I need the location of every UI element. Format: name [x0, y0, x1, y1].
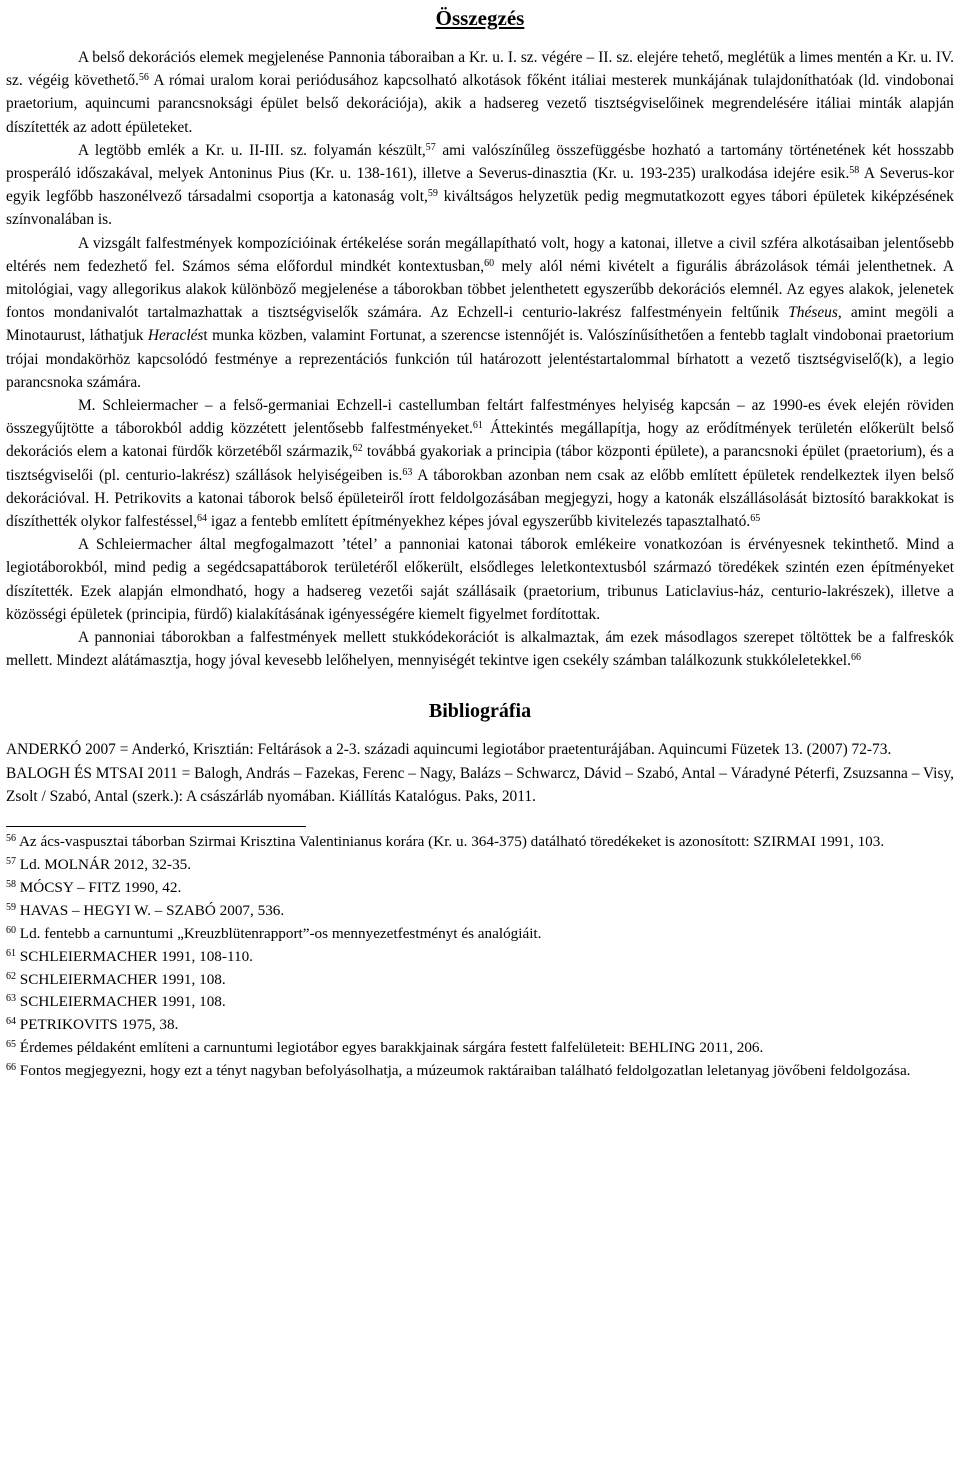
- footnote: [6, 900, 954, 923]
- footnote-ref[interactable]: 64: [197, 513, 208, 525]
- footnote-text: Ld. fentebb a carnuntumi „Kreuzblütenrapport”-os mennyezetfestményt és analógiáit.: [16, 924, 542, 942]
- footnote-divider: [6, 826, 306, 827]
- footnote-ref[interactable]: 58: [849, 165, 860, 177]
- text-segment: igaz a fentebb említett építményekhez képes jóval egyszerűbb kivitelezés tapasztalható.: [207, 513, 751, 531]
- text-segment: A római uralom korai periódusához kapcsolható alkotások főként itáliai mesterek munkájának tulajdoníthatóak (ld. vindobonai praetorium, aquincumi parancsnoksági épület belső dekorációja), akik a hadsereg vezető tisztségviselőinek megrendelésére itáliai minták alapján díszítették az adott épületeket.: [6, 72, 954, 136]
- footnote-number: 62: [6, 970, 16, 982]
- footnote-text: SCHLEIERMACHER 1991, 108-110.: [16, 947, 253, 965]
- document-page: [6, 0, 954, 1083]
- italic-text: Théseus: [788, 304, 838, 322]
- footnote-text: SCHLEIERMACHER 1991, 108.: [16, 993, 226, 1011]
- footnote: [6, 1037, 954, 1060]
- footnote-ref[interactable]: 65: [750, 513, 761, 525]
- text-segment: A Severus-kor egyik legfőbb haszonélvező társadalmi csoportja a katonaság volt,: [6, 165, 954, 206]
- text-segment: t munka közben, valamint Fortunat, a szerencse istennőjét is. Valószínűsíthetően a fentebb taglalt vindobonai praetorium trójai mondakörhöz kapcsolódó festménye a reprezentációs funkción túl határozott jelentéstartalommal bírhatott a vezető tisztségviselő(k), a legio parancsnoka számára.: [6, 327, 955, 391]
- body-paragraph: [6, 232, 954, 394]
- text-segment: A Schleiermacher által megfogalmazott ’tétel’ a pannoniai katonai táborok emlékeire vonatkozóan is érvényesnek tekinthető. Mind a legiotáborokból, mind pedig a segédcsapattáborok területéről előkerült, elsődleges leletkontextusból származó töredékek szintén ezen építményeket díszítették. Ezek alapján elmondható, hogy a hadsereg vezetői saját szállásaik (praetorium, tribunus Laticlavius-ház, centurio-lakrészek), illetve a közösségi épületek (principia, fürdő) kialakításának igényességére kiemelt figyelmet fordítottak.: [6, 536, 954, 623]
- text-segment: A legtöbb emlék a Kr. u. II-III. sz. folyamán készült,: [78, 141, 426, 159]
- footnote-number: 58: [6, 878, 16, 890]
- footnote-number: 61: [6, 947, 16, 959]
- footnote: [6, 831, 954, 854]
- footnote-text: HAVAS – HEGYI W. – SZABÓ 2007, 536.: [16, 901, 285, 919]
- footnote-ref[interactable]: 60: [484, 257, 495, 269]
- footnote-number: 64: [6, 1016, 16, 1028]
- footnote-ref[interactable]: 57: [425, 141, 436, 153]
- footnote-ref[interactable]: 59: [427, 188, 438, 200]
- footnote: [6, 1014, 954, 1037]
- footnote-text: MÓCSY – FITZ 1990, 42.: [16, 878, 182, 896]
- footnote-text: SCHLEIERMACHER 1991, 108.: [16, 970, 226, 988]
- footnote-number: 66: [6, 1062, 16, 1074]
- body-paragraph: [6, 139, 954, 232]
- bibliography-entry: ANDERKÓ 2007 = Anderkó, Krisztián: Feltárások a 2-3. századi aquincumi legiotábor praetenturájában. Aquincumi Füzetek 13. (2007) 72-73.: [6, 741, 892, 759]
- body-paragraph: [6, 626, 954, 672]
- footnote-number: 56: [6, 833, 16, 845]
- footnote-number: 57: [6, 856, 16, 867]
- footnote-text: Fontos megjegyezni, hogy ezt a tényt nagyban befolyásolhatja, a múzeumok raktáraiban található feldolgozatlan leletanyag jövőbeni feldolgozása.: [16, 1062, 911, 1080]
- body-paragraph: [6, 46, 954, 139]
- footnote-text: Az ács-vaspusztai táborban Szirmai Krisztina Valentinianus korára (Kr. u. 364-375) datálható töredékeket is azonosított: SZIRMAI 1991, 103.: [16, 833, 885, 851]
- bibliography-title: Bibliográfia: [428, 700, 532, 723]
- text-segment: A vizsgált falfestmények kompozícióinak értékelése során megállapítható volt, hogy a katonai, illetve a civil szféra alkotásaiban jelentősebb eltérés nem fedezhető fel. Számos séma előfordul mindkét kontextusban,: [6, 234, 954, 275]
- footnote-text: Érdemes példaként említeni a carnuntumi legiotábor egyes barakkjainak sárgára festett falfelületeit: BEHLING 2011, 206.: [16, 1039, 764, 1057]
- footnote-ref[interactable]: 63: [402, 466, 413, 478]
- summary-body: [6, 46, 954, 672]
- text-segment: , amint megöli a Minotaurust, láthatjuk: [6, 304, 954, 345]
- footnote: [6, 877, 954, 900]
- footnote-ref[interactable]: 61: [472, 420, 483, 432]
- text-segment: M. Schleiermacher – a felső-germaniai Echzell-i castellumban feltárt falfestményes helyiség kapcsán – az 1990-es évek elején röviden összegyűjtötte a táborokból addig közzétett jelentősebb falfestményeket.: [6, 397, 954, 438]
- footnote-ref[interactable]: 62: [352, 443, 363, 455]
- text-segment: továbbá gyakoriak a principia (tábor központi épülete), a parancsnoki épület (praetorium), és a tisztségviselői (pl. centurio-lakrész) szállások helyiségeiben is.: [6, 443, 954, 484]
- footnote: [6, 969, 954, 992]
- text-segment: A belső dekorációs elemek megjelenése Pannonia táboraiban a Kr. u. I. sz. végére – II. sz. elejére tehető, meglétük a limes mentén a Kr. u. IV. sz. végéig követhető.: [6, 49, 954, 90]
- body-paragraph: [6, 533, 954, 626]
- text-segment: ami valószínűleg összefüggésbe hozható a tartomány történetének két hosszabb prosperáló időszakával, melyek Antoninus Pius (Kr. u. 138-161), illetve a Severus-dinasztia (Kr. u. 193-235) uralkodása idejére esik.: [6, 141, 955, 183]
- footnote-ref[interactable]: 66: [850, 652, 861, 664]
- footnote-number: 59: [6, 901, 16, 913]
- footnote: [6, 854, 954, 877]
- bibliography-entry: BALOGH ÉS MTSAI 2011 = Balogh, András – Fazekas, Ferenc – Nagy, Balázs – Schwarcz, Dávid – Szabó, Antal – Váradyné Péterfi, Zsuzsanna – Visy, Zsolt / Szabó, Antal (szerk.): A császárláb nyomában. Kiállítás Katalógus. Paks, 2011.: [6, 764, 954, 805]
- section-title: Összegzés: [435, 6, 525, 30]
- footnote: [6, 946, 954, 969]
- footnote-text: PETRIKOVITS 1975, 38.: [16, 1016, 179, 1034]
- italic-text: Heraclés: [147, 327, 204, 345]
- text-segment: A pannoniai táborokban a falfestmények mellett stukkódekorációt is alkalmaztak, ám ezek másodlagos szerepet töltöttek be a falfreskók mellett. Mindezt alátámasztja, hogy jóval kevesebb lelőhelyen, mennyiségét tekintve igen csekély számban találkozunk stukkóleletekkel.: [6, 629, 954, 670]
- text-segment: mely alól némi kivételt a figurális ábrázolások témái jelenthetnek. A mitológiai, vagy allegorikus alakok különböző megjelenése a táborokban többet jelenthetett egyszerűbb dekorációs elemnél. Az egyes alakok, jelenetek fontos mondanivalót tartalmazhattak a tisztségviselők számára. Az Echzell-i centurio-lakrész falfestményein feltűnik: [6, 257, 955, 322]
- footnote: [6, 923, 954, 946]
- body-paragraph: [6, 394, 954, 533]
- footnote: [6, 991, 954, 1014]
- footnote-number: 65: [6, 1039, 16, 1051]
- footnote-number: 63: [6, 993, 16, 1005]
- footnote-text: Ld. MOLNÁR 2012, 32-35.: [16, 856, 192, 873]
- text-segment: kiváltságos helyzetük pedig megmutatkozott egyes tábori épületek kiképzésének színvonalában is.: [6, 188, 954, 229]
- footnotes-list: [6, 831, 954, 1083]
- footnote: [6, 1060, 954, 1083]
- footnote-number: 60: [6, 924, 16, 936]
- footnote-ref[interactable]: 56: [138, 72, 149, 84]
- text-segment: Áttekintés megállapítja, hogy az erődítmények területén előkerült belső dekorációs elem a katonai fürdők körzetéből származik,: [6, 420, 955, 461]
- bibliography-list: [6, 738, 954, 808]
- text-segment: A táborokban azonban nem csak az előbb említett épületek rendelkeztek ilyen belső dekorációval. H. Petrikovits a katonai táborok belső épületeiről írott feldolgozásában megjegyzi, hogy a katonák elszállásolását biztosító barakkokat is díszíthették olykor falfestéssel,: [6, 466, 954, 531]
